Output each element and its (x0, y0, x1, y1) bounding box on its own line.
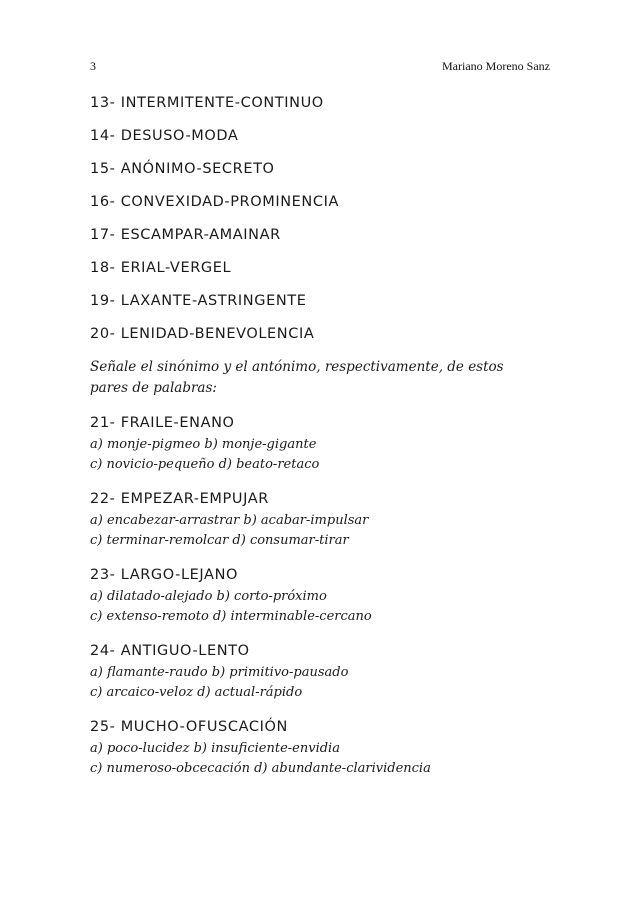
options-cd: c) novicio-pequeño d) beato-retaco (90, 457, 320, 472)
options-ab: a) monje-pigmeo b) monje-gigante (90, 437, 317, 452)
word-pair-18: 18- ERIAL-VERGEL (90, 260, 232, 276)
options-ab: a) dilatado-alejado b) corto-próximo (90, 589, 327, 604)
word-pair-17: 17- ESCAMPAR-AMAINAR (90, 227, 281, 243)
word-pair-19: 19- LAXANTE-ASTRINGENTE (90, 293, 307, 309)
question-title: 25- MUCHO-OFUSCACIÓN (90, 719, 288, 735)
exercise-content (90, 93, 570, 793)
page-number: 3 (90, 59, 96, 73)
question-title: 21- FRAILE-ENANO (90, 415, 235, 431)
word-pair-13: 13- INTERMITENTE-CONTINUO (90, 95, 324, 111)
options-cd: c) terminar-remolcar d) consumar-tirar (90, 533, 349, 548)
options-cd: c) arcaico-veloz d) actual-rápido (90, 685, 303, 700)
question-24 (90, 641, 570, 703)
question-title: 24- ANTIGUO-LENTO (90, 643, 250, 659)
word-pair-20: 20- LENIDAD-BENEVOLENCIA (90, 326, 315, 342)
question-25 (90, 717, 570, 779)
question-title: 22- EMPEZAR-EMPUJAR (90, 491, 269, 507)
options-ab: a) flamante-raudo b) primitivo-pausado (90, 665, 349, 680)
word-pair-15: 15- ANÓNIMO-SECRETO (90, 161, 275, 177)
instructions-line-1: Señale el sinónimo y el antónimo, respectivamente, de estos (90, 359, 504, 375)
question-23 (90, 565, 570, 627)
instructions-line-2: pares de palabras: (90, 380, 217, 396)
word-pair-16: 16- CONVEXIDAD-PROMINENCIA (90, 194, 339, 210)
instructions (90, 357, 570, 399)
question-22 (90, 489, 570, 551)
word-pair-14: 14- DESUSO-MODA (90, 128, 239, 144)
options-cd: c) extenso-remoto d) interminable-cercano (90, 609, 372, 624)
options-ab: a) encabezar-arrastrar b) acabar-impulsar (90, 513, 369, 528)
question-title: 23- LARGO-LEJANO (90, 567, 239, 583)
options-ab: a) poco-lucidez b) insuficiente-envidia (90, 741, 340, 756)
author-name: Mariano Moreno Sanz (442, 59, 550, 73)
options-cd: c) numeroso-obcecación d) abundante-clarividencia (90, 761, 431, 776)
question-21 (90, 413, 570, 475)
